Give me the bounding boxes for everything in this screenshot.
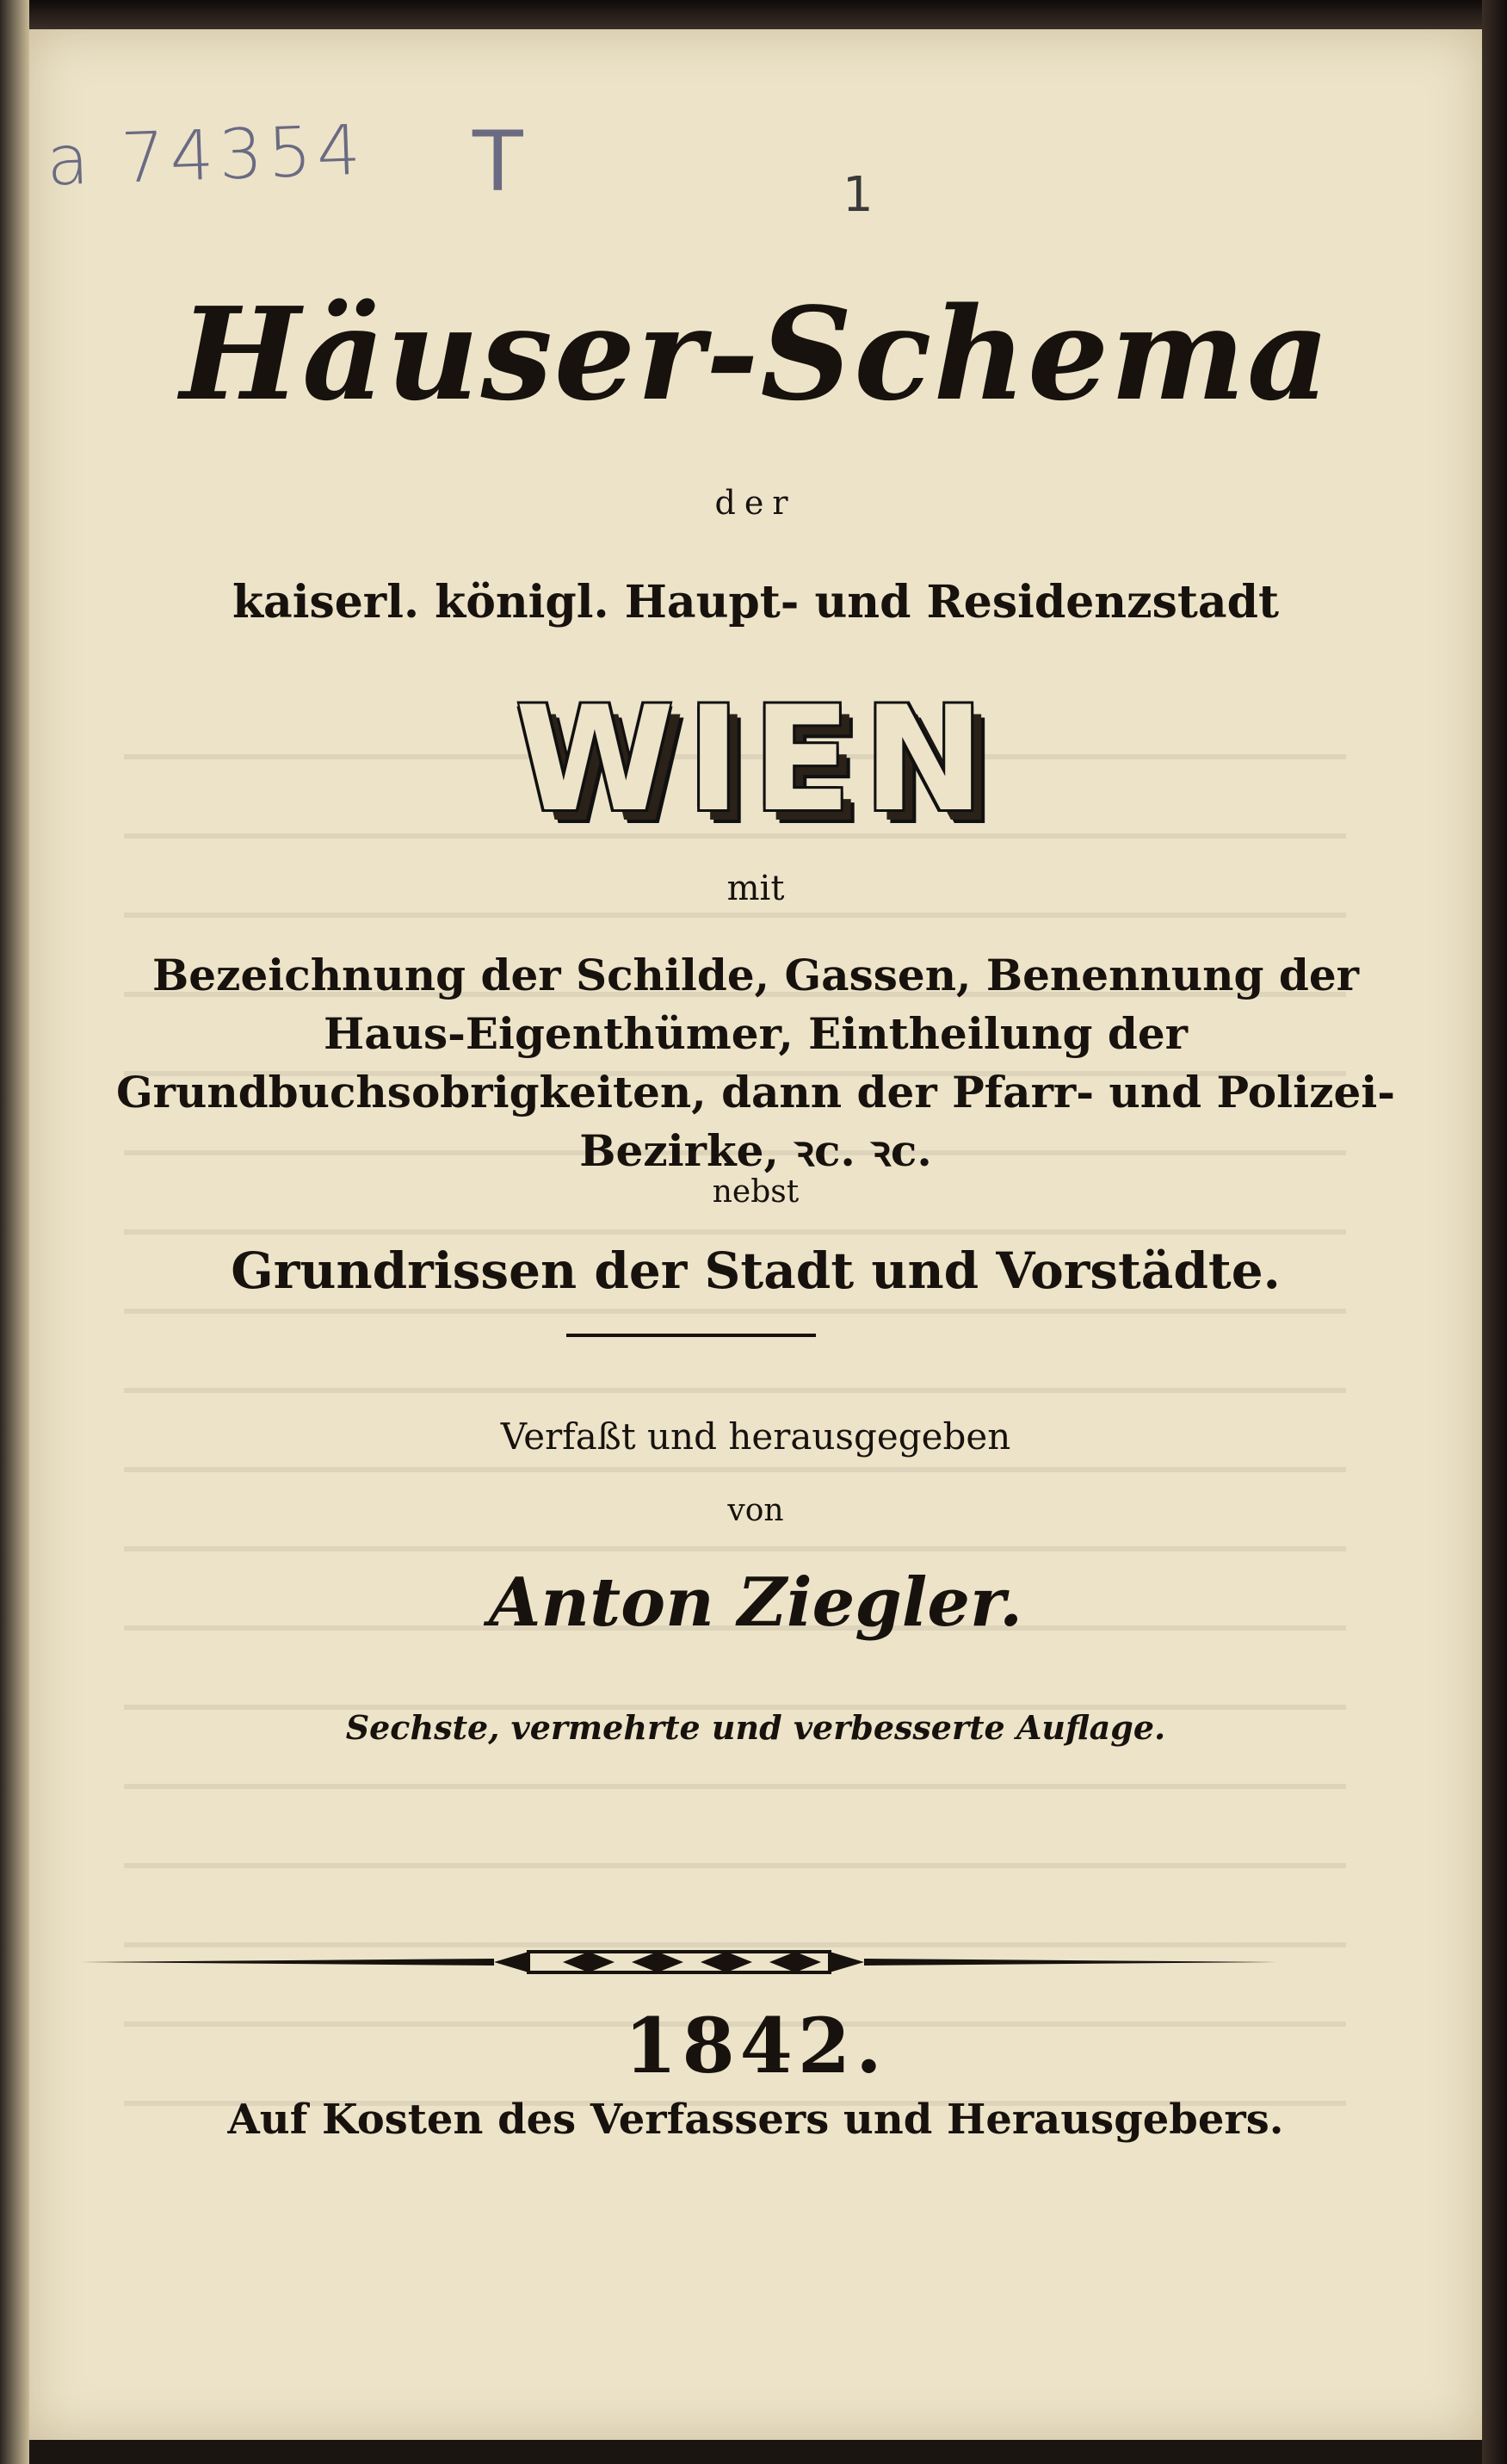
description: Bezeichnung der Schilde, Gassen, Benennung der Haus-Eigenthümer, Eintheilung der Grundbuchsobrigkeiten, dann der Pfarr- und Polizei-Bezirke, ꝛc. ꝛc. (115, 950, 1396, 1176)
book-edge-left (0, 0, 29, 2464)
title-der: der (714, 484, 797, 522)
shelfmark-extra: T (472, 114, 523, 210)
divider-rule (566, 1334, 816, 1337)
margin-mark: 1 (843, 167, 874, 223)
book-title: Häuser-Schema (180, 279, 1331, 429)
publisher-line: Auf Kosten des Verfassers und Herausgebers. (227, 2096, 1284, 2144)
book-edge-top (0, 0, 1507, 29)
book-cover-edge (1482, 0, 1507, 2464)
city-name: WIEN (515, 675, 997, 844)
edition-line: Sechste, vermehrte und verbesserte Auflage. (345, 1708, 1166, 1747)
bleed-through-texture (124, 701, 1346, 2121)
shelfmark: a 74354 (45, 109, 367, 201)
city-line: kaiserl. königl. Haupt- und Residenzstadt (232, 576, 1280, 628)
title-nebst: nebst (712, 1174, 800, 1210)
title-mit: mit (726, 869, 785, 908)
plans-line: Grundrissen der Stadt und Vorstädte. (231, 1241, 1281, 1300)
author-name: Anton Ziegler. (488, 1563, 1023, 1642)
title-von: von (727, 1493, 784, 1528)
ornamental-rule (81, 1936, 1277, 1988)
title-page (29, 29, 1482, 2440)
publication-year: 1842. (624, 2001, 887, 2090)
authored-line: Verfaßt und herausgegeben (500, 1415, 1011, 1458)
